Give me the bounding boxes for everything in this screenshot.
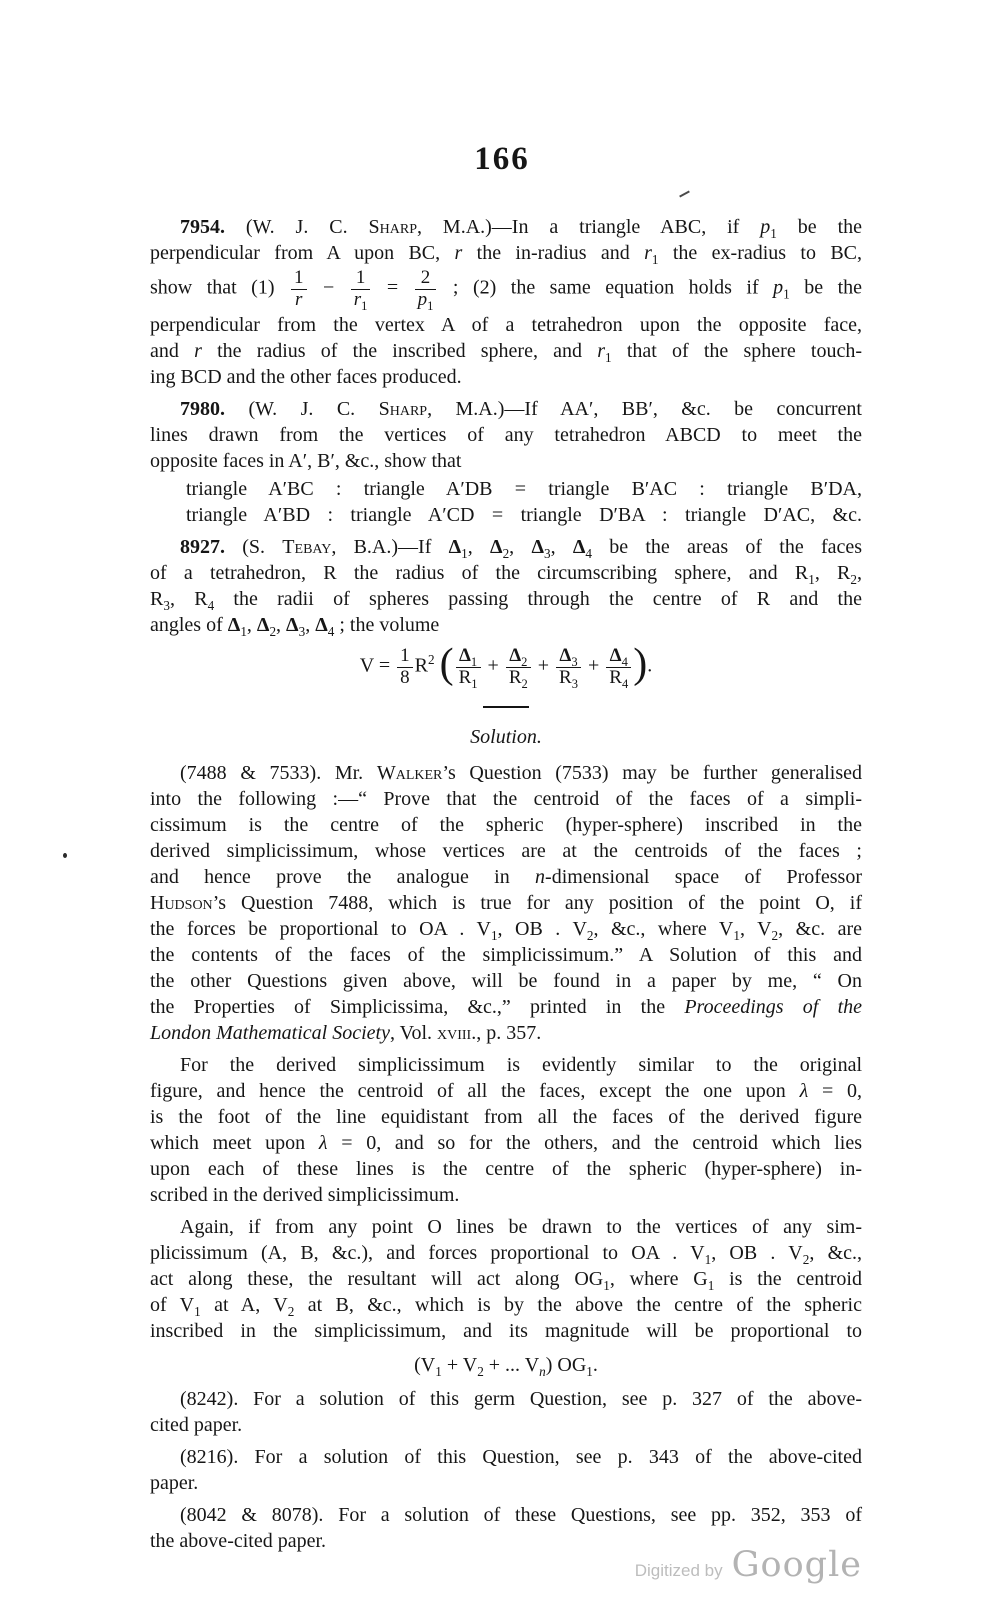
text-line: is the foot of the line equidistant from all the faces of the derived figure xyxy=(150,1106,862,1129)
triangle-ratio-identities xyxy=(150,476,862,528)
text-line: $R_3$, $R_4$ the radii of spheres passing through the centre of R and the xyxy=(150,588,862,614)
text-line: the Properties of Simplicissima, &c.,” printed in the Proceedings of the xyxy=(150,996,863,1019)
text-line: (8042 & 8078). For a solution of these Questions, see pp. 352, 353 of xyxy=(180,1504,862,1527)
resultant-magnitude-formula: ($V_1 + V_2$ + ... $V_n$) $OG_1$. xyxy=(414,1354,598,1380)
text-line: cissimum is the centre of the spheric (hyper-sphere) inscribed in the xyxy=(150,814,862,837)
volume-formula: V = $\frac{1}{8}$ $R^2$ ( $\frac{\Delta_1}{R_1}$ + $\frac{\Delta_2}{R_2}$ + $\frac{\Delta_3}{R_3}$ + $\frac{\Delta_4}{R_4}$ ). xyxy=(359,641,653,691)
fraction: $\frac{\Delta_4}{R_4}$ xyxy=(606,646,631,688)
fraction: $\frac{1}{8}$ xyxy=(397,646,413,688)
scan-tick-mark xyxy=(679,191,690,198)
text-line: triangle A′BD : triangle A′CD = triangle D′BA : triangle D′AC, &c. xyxy=(186,504,862,527)
text-line: 7954. (W. J. C. Sharp, M.A.)—In a triangle ABC, if $p_1$ be the xyxy=(180,216,863,241)
solution-paragraph-1 xyxy=(150,760,862,1046)
text-line: the forces be proportional to OA . $V_1$, OB . $V_2$, &c., where $V_1$, $V_2$, &c. are xyxy=(150,918,862,944)
text-line: perpendicular from the vertex A of a tetrahedron upon the opposite face, xyxy=(150,314,862,337)
text-line: 7980. (W. J. C. Sharp, M.A.)—If AA′, BB′, &c. be concurrent xyxy=(180,398,862,421)
page-number: 166 xyxy=(474,141,530,177)
page-text-column xyxy=(150,208,862,1554)
text-line: into the following :—“ Prove that the centroid of the faces of a simpli- xyxy=(150,788,862,811)
text-line: the contents of the faces of the simplicissimum.” A Solution of this and xyxy=(150,944,862,967)
text-line: derived simplicissimum, whose vertices are at the centroids of the faces ; xyxy=(150,840,862,863)
google-logo: Google xyxy=(731,1545,862,1585)
text-line: (8242). For a solution of this germ Question, see p. 327 of the above- xyxy=(180,1388,862,1411)
text-line: of a tetrahedron, R the radius of the circumscribing sphere, and $R_1$, $R_2$, xyxy=(150,562,862,588)
text-line: of $V_1$ at A, $V_2$ at B, &c., which is by the above the centre of the spheric xyxy=(150,1294,862,1320)
text-line: and r the radius of the inscribed sphere, and $r_1$ that of the sphere touch- xyxy=(150,340,862,366)
text-line: the other Questions given above, will be found in a paper by me, “ On xyxy=(150,970,862,993)
text-line: lines drawn from the vertices of any tetrahedron ABCD to meet the xyxy=(150,424,862,447)
question-7954 xyxy=(150,214,862,390)
fraction: $\frac{2}{p_1}$ xyxy=(415,268,437,310)
text-line: (8216). For a solution of this Question, see p. 343 of the above-cited xyxy=(180,1446,862,1469)
text-line: scribed in the derived simplicissimum. xyxy=(150,1184,460,1207)
text-line: For the derived simplicissimum is evidently similar to the original xyxy=(180,1054,862,1077)
text-line: triangle A′BC : triangle A′DB = triangle B′AC : triangle B′DA, xyxy=(186,478,862,501)
text-line: perpendicular from A upon BC, r the in-radius and $r_1$ the ex-radius to BC, xyxy=(150,242,863,267)
solution-heading: Solution. xyxy=(470,726,542,749)
separator-rule xyxy=(483,706,529,708)
watermark xyxy=(635,1545,862,1585)
text-line: paper. xyxy=(150,1472,199,1495)
text-line: inscribed in the simplicissimum, and its magnitude will be proportional to xyxy=(150,1320,862,1343)
solution-paragraph-2 xyxy=(150,1052,862,1208)
text-line: figure, and hence the centroid of all the faces, except the one upon λ = 0, xyxy=(150,1080,863,1103)
note-8242 xyxy=(150,1386,862,1438)
fraction: $\frac{1}{r_1}$ xyxy=(351,268,371,310)
text-line: and hence prove the analogue in n-dimensional space of Professor xyxy=(150,866,862,889)
text-line: the above-cited paper. xyxy=(150,1530,327,1553)
text-line: plicissimum (A, B, &c.), and forces proportional to OA . $V_1$, OB . $V_2$, &c., xyxy=(150,1242,863,1268)
question-8927 xyxy=(150,534,862,638)
text-line: ing BCD and the other faces produced. xyxy=(150,366,462,389)
fraction: $\frac{1}{r}$ xyxy=(291,268,307,310)
solution-paragraph-3 xyxy=(150,1214,862,1344)
text-line: show that (1) $\frac{1}{r}$ − $\frac{1}{r_1}$ = $\frac{2}{p_1}$ ; (2) the same equation holds if $p_1$ be the xyxy=(150,267,863,313)
text-line: which meet upon λ = 0, and so for the others, and the centroid which lies xyxy=(150,1132,863,1155)
note-8216 xyxy=(150,1444,862,1496)
watermark-prefix-label: Digitized by xyxy=(634,1561,723,1580)
text-line: Hudson’s Question 7488, which is true for any position of the point O, if xyxy=(150,892,862,915)
text-line: angles of $\Delta_1$, $\Delta_2$, $\Delta_3$, $\Delta_4$ ; the volume xyxy=(150,614,440,640)
text-line: 8927. (S. Tebay, B.A.)—If $\Delta_1$, $\Delta_2$, $\Delta_3$, $\Delta_4$ be the areas of the faces xyxy=(180,536,863,562)
text-line: opposite faces in A′, B′, &c., show that xyxy=(150,450,462,473)
ink-speck xyxy=(63,853,67,858)
fraction: $\frac{\Delta_3}{R_3}$ xyxy=(556,646,581,688)
text-line: London Mathematical Society, Vol. xviii., p. 357. xyxy=(150,1022,542,1045)
text-line: act along these, the resultant will act along $OG_1$, where $G_1$ is the centroid xyxy=(150,1268,862,1294)
text-line: upon each of these lines is the centre of the spheric (hyper-sphere) in- xyxy=(150,1158,862,1181)
fraction: $\frac{\Delta_1}{R_1}$ xyxy=(456,646,481,688)
question-7980 xyxy=(150,396,862,474)
fraction: $\frac{\Delta_2}{R_2}$ xyxy=(506,646,531,688)
text-line: (7488 & 7533). Mr. Walker’s Question (7533) may be further generalised xyxy=(180,762,862,785)
text-line: Again, if from any point O lines be drawn to the vertices of any sim- xyxy=(180,1216,862,1239)
text-line: cited paper. xyxy=(150,1414,243,1437)
